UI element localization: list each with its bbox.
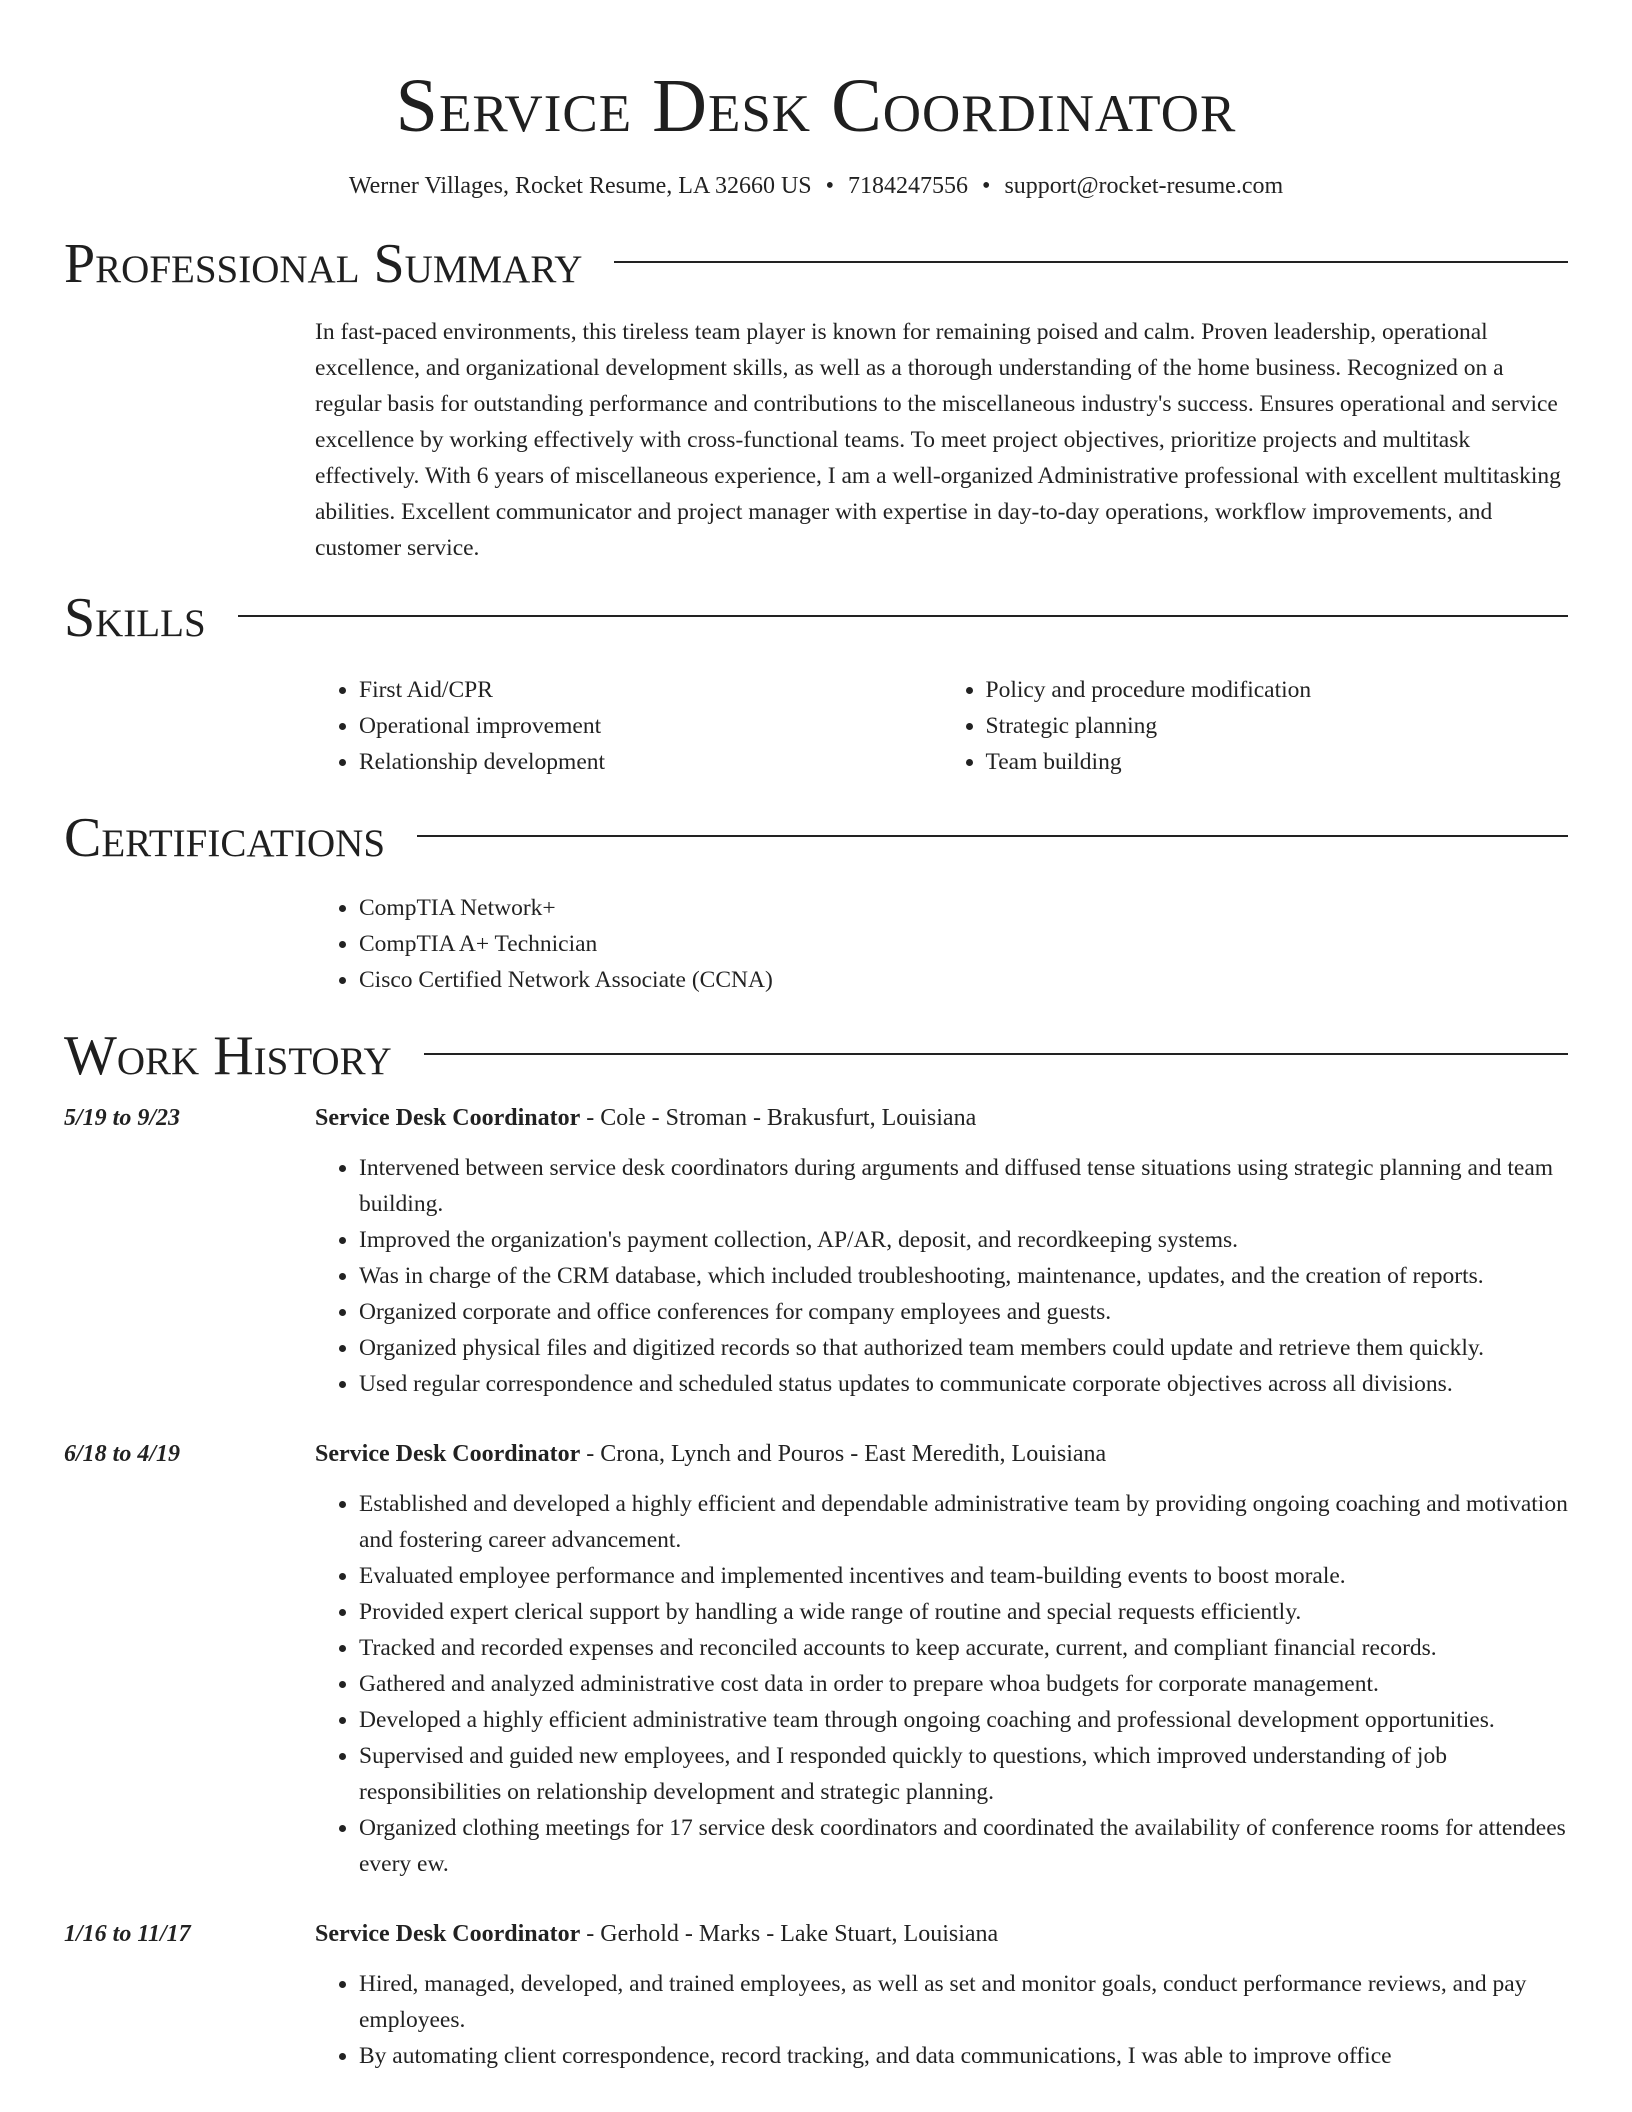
certification-item: • Cisco Certified Network Associate (CCNA) <box>359 962 1568 998</box>
certifications-section-title: Certifications <box>64 807 386 869</box>
skills-column-right <box>942 672 1569 780</box>
contact-separator: • <box>825 173 835 199</box>
job-body <box>315 1436 1568 1882</box>
skills-column-left <box>315 672 942 780</box>
job-bullet: • Developed a highly efficient administrative team through ongoing coaching and professional development opportunities. <box>359 1702 1568 1738</box>
certification-item: • CompTIA A+ Technician <box>359 926 1568 962</box>
job-details: - Crona, Lynch and Pouros - East Meredith, Louisiana <box>580 1441 1107 1467</box>
job-bullet: • Organized clothing meetings for 17 service desk coordinators and coordinated the availability of conference rooms for attendees every ew. <box>359 1810 1568 1882</box>
job-body <box>315 1100 1568 1402</box>
job-bullet: • Supervised and guided new employees, and I responded quickly to questions, which improved understanding of job responsibilities on relationship development and strategic planning. <box>359 1738 1568 1810</box>
skills-section-title: Skills <box>64 587 206 649</box>
job-title: Service Desk Coordinator <box>315 1441 581 1467</box>
job-dates: 6/18 to 4/19 <box>64 1441 181 1467</box>
skills-section-header <box>64 586 1568 650</box>
job-bullet: • By automating client correspondence, record tracking, and data communications, I was able to improve office <box>359 2038 1568 2074</box>
job-details: - Gerhold - Marks - Lake Stuart, Louisiana <box>580 1921 999 1947</box>
contact-phone: 7184247556 <box>848 173 969 199</box>
job-heading <box>315 1436 1568 1472</box>
job-bullets <box>315 1150 1568 1402</box>
job-bullet: • Tracked and recorded expenses and reconciled accounts to keep accurate, current, and compliant financial records. <box>359 1630 1568 1666</box>
work-entry <box>64 1436 1568 1882</box>
section-divider <box>417 835 1568 837</box>
resume-page <box>64 0 1568 2074</box>
work-section-title: Work History <box>64 1025 392 1087</box>
job-body <box>315 1916 1568 2074</box>
contact-email: support@rocket-resume.com <box>1004 173 1284 199</box>
resume-name: Service Desk Coordinator <box>395 64 1237 148</box>
work-entry <box>64 1916 1568 2074</box>
job-heading <box>315 1916 1568 1952</box>
job-bullet: • Evaluated employee performance and implemented incentives and team-building events to boost morale. <box>359 1558 1568 1594</box>
job-bullet: • Improved the organization's payment collection, AP/AR, deposit, and recordkeeping systems. <box>359 1222 1568 1258</box>
skill-item: • Operational improvement <box>359 708 942 744</box>
job-bullet: • Gathered and analyzed administrative cost data in order to prepare whoa budgets for corporate management. <box>359 1666 1568 1702</box>
summary-section-title: Professional Summary <box>64 233 583 295</box>
summary-text: In fast-paced environments, this tireless team player is known for remaining poised and calm. Proven leadership, operational excellence, and organizational development skills, as well as a thorough understanding of the home business. Recognized on a regular basis for outstanding performance and contributions to the miscellaneous industry's success. Ensures operational and service excellence by working effectively with cross-functional teams. To meet project objectives, prioritize projects and multitask effectively. With 6 years of miscellaneous experience, I am a well-organized Administrative professional with excellent multitasking abilities. Excellent communicator and project manager with expertise in day-to-day operations, workflow improvements, and customer service. <box>315 319 1561 561</box>
job-bullet: • Hired, managed, developed, and trained employees, as well as set and monitor goals, conduct performance reviews, and pay employees. <box>359 1966 1568 2038</box>
job-bullets <box>315 1486 1568 1882</box>
job-bullet: • Established and developed a highly efficient and dependable administrative team by providing ongoing coaching and motivation and fostering career advancement. <box>359 1486 1568 1558</box>
job-dates: 5/19 to 9/23 <box>64 1105 181 1131</box>
skill-item: • Strategic planning <box>986 708 1569 744</box>
section-divider <box>238 615 1568 617</box>
certification-item: • CompTIA Network+ <box>359 890 1568 926</box>
job-bullet: • Organized physical files and digitized records so that authorized team members could update and retrieve them quickly. <box>359 1330 1568 1366</box>
summary-block <box>315 314 1568 566</box>
job-bullets <box>315 1966 1568 2074</box>
skills-list <box>315 672 1568 780</box>
certifications-list <box>315 890 1568 998</box>
work-entry <box>64 1100 1568 1402</box>
skill-item: • Relationship development <box>359 744 942 780</box>
job-heading <box>315 1100 1568 1136</box>
job-bullet: • Organized corporate and office conferences for company employees and guests. <box>359 1294 1568 1330</box>
job-bullet: • Was in charge of the CRM database, which included troubleshooting, maintenance, updates, and the creation of reports. <box>359 1258 1568 1294</box>
job-title: Service Desk Coordinator <box>315 1921 581 1947</box>
job-bullet: • Intervened between service desk coordinators during arguments and diffused tense situations using strategic planning and team building. <box>359 1150 1568 1222</box>
skill-item: • Team building <box>986 744 1569 780</box>
skill-item: • Policy and procedure modification <box>986 672 1569 708</box>
contact-line <box>64 170 1568 202</box>
job-details: - Cole - Stroman - Brakusfurt, Louisiana <box>580 1105 977 1131</box>
job-bullet: • Used regular correspondence and scheduled status updates to communicate corporate objectives across all divisions. <box>359 1366 1568 1402</box>
work-section-header <box>64 1024 1568 1088</box>
job-bullet: • Provided expert clerical support by handling a wide range of routine and special requests efficiently. <box>359 1594 1568 1630</box>
contact-address: Werner Villages, Rocket Resume, LA 32660 US <box>348 173 812 199</box>
section-divider <box>614 261 1568 263</box>
summary-section-header <box>64 232 1568 296</box>
job-title: Service Desk Coordinator <box>315 1105 581 1131</box>
contact-separator: • <box>982 173 991 199</box>
certifications-block <box>315 890 1568 998</box>
skill-item: • First Aid/CPR <box>359 672 942 708</box>
job-dates: 1/16 to 11/17 <box>64 1921 191 1947</box>
section-divider <box>424 1053 1568 1055</box>
certifications-section-header <box>64 806 1568 870</box>
